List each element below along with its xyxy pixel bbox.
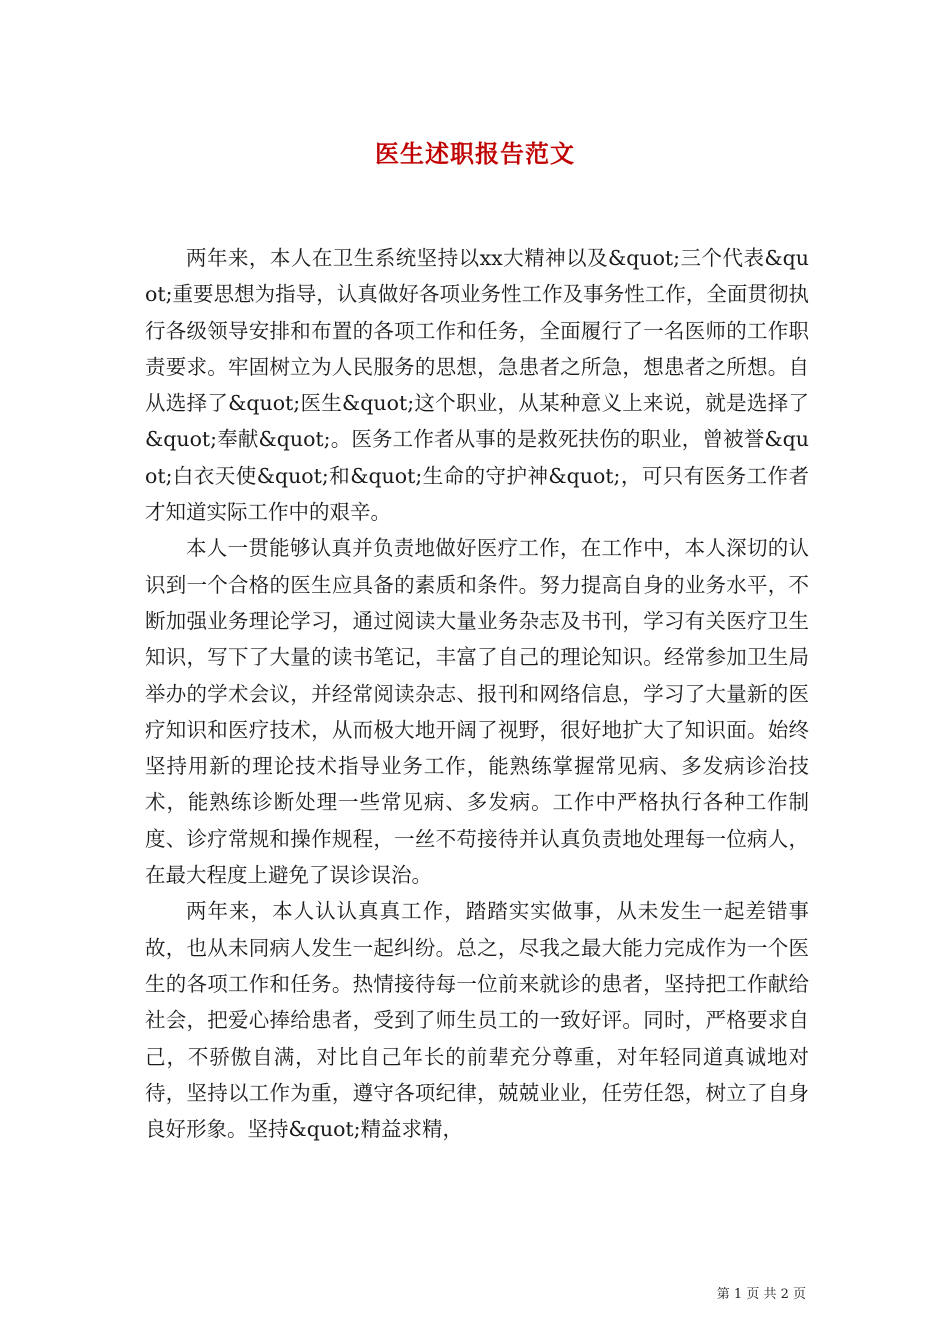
paragraph-2: 本人一贯能够认真并负责地做好医疗工作，在工作中，本人深切的认识到一个合格的医生应具备的素质和条件。努力提高自身的业务水平，不断加强业务理论学习，通过阅读大量业务杂志及书刊，学习有关医疗卫生知识，写下了大量的读书笔记，丰富了自己的理论知识。经常参加卫生局举办的学术会议，并经常阅读杂志、报刊和网络信息，学习了大量新的医疗知识和医疗技术，从而极大地开阔了视野，很好地扩大了知识面。始终坚持用新的理论技术指导业务工作，能熟练掌握常见病、多发病诊治技术，能熟练诊断处理一些常见病、多发病。工作中严格执行各种工作制度、诊疗常规和操作规程，一丝不苟接待并认真负责地处理每一位病人，在最大程度上避免了误诊误治。: [145, 536, 809, 888]
document-body: [145, 240, 809, 1147]
paragraph-3: 两年来，本人认认真真工作，踏踏实实做事，从未发生一起差错事故，也从未同病人发生一起纠纷。总之，尽我之最大能力完成作为一个医生的各项工作和任务。热情接待每一位前来就诊的患者，坚持把工作献给社会，把爱心捧给患者，受到了师生员工的一致好评。同时，严格要求自己，不骄傲自满，对比自己年长的前辈充分尊重，对年轻同道真诚地对待，坚持以工作为重，遵守各项纪律，兢兢业业，任劳任怨，树立了自身良好形象。坚持&quot;精益求精，: [145, 899, 809, 1142]
page-number-footer: 第 1 页 共 2 页: [716, 1287, 806, 1302]
document-title: 医生述职报告范文: [375, 139, 575, 168]
paragraph-1: 两年来，本人在卫生系统坚持以xx大精神以及&quot;三个代表&quot;重要思想为指导，认真做好各项业务性工作及事务性工作，全面贯彻执行各级领导安排和布置的各项工作和任务，全面履行了一名医师的工作职责要求。牢固树立为人民服务的思想，急患者之所急，想患者之所想。自从选择了&quot;医生&quot;这个职业，从某种意义上来说，就是选择了&quot;奉献&quot;。医务工作者从事的是救死扶伤的职业，曾被誉&quot;白衣天使&quot;和&quot;生命的守护神&quot;，可只有医务工作者才知道实际工作中的艰辛。: [145, 246, 809, 525]
